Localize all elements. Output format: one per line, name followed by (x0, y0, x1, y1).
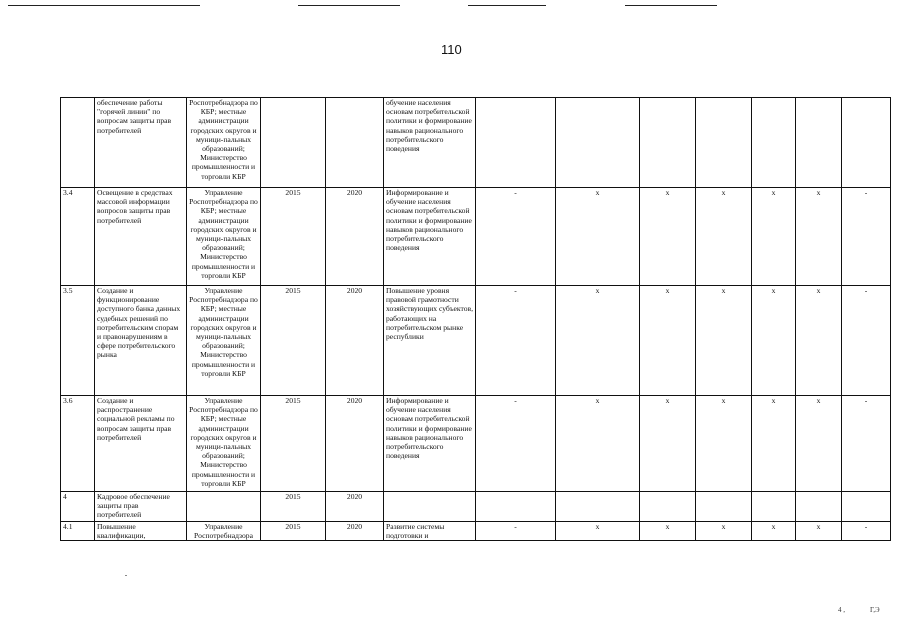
funding-cell: x (752, 188, 796, 286)
start-year: 2015 (261, 396, 326, 492)
executor: Роспотребнадзора по КБР; местные администрации городских округов и муници-пальных образований; Министерство промышленности и торговли КБР (187, 98, 261, 188)
row-number: 3.4 (61, 188, 95, 286)
funding-cell (556, 98, 640, 188)
funding-cell (696, 492, 752, 522)
end-year: 2020 (326, 188, 384, 286)
funding-cell: x (796, 522, 842, 541)
start-year (261, 98, 326, 188)
funding-cell (842, 492, 891, 522)
funding-cell (842, 98, 891, 188)
start-year: 2015 (261, 286, 326, 396)
funding-cell: - (842, 396, 891, 492)
funding-cell: x (796, 188, 842, 286)
funding-cell: x (556, 522, 640, 541)
funding-cell: x (556, 396, 640, 492)
table-row (61, 396, 891, 492)
expected-result: Развитие системы подготовки и (384, 522, 476, 541)
funding-cell: - (842, 286, 891, 396)
start-year: 2015 (261, 492, 326, 522)
funding-cell: x (556, 286, 640, 396)
top-edge-line (8, 5, 200, 6)
funding-cell: - (842, 188, 891, 286)
expected-result: Информирование и обучение населения основам потребительской политики и формирование навыков рационального потребительского поведения (384, 188, 476, 286)
start-year: 2015 (261, 522, 326, 541)
executor: Управление Роспотребнадзора по КБР; местные администрации городских округов и муници-пальных образований; Министерство промышленности и торговли КБР (187, 396, 261, 492)
funding-cell: x (640, 396, 696, 492)
row-number: 4.1 (61, 522, 95, 541)
funding-cell: x (696, 286, 752, 396)
top-edge-line (298, 5, 400, 6)
measure-name: Создание и распространение социальной рекламы по вопросам защиты прав потребителей (95, 396, 187, 492)
funding-cell (476, 492, 556, 522)
funding-cell: x (640, 286, 696, 396)
measure-name: Кадровое обеспечение защиты прав потребителей (95, 492, 187, 522)
top-edge-line (625, 5, 717, 6)
funding-cell (796, 492, 842, 522)
end-year (326, 98, 384, 188)
executor: Управление Роспотребнадзора по КБР; местные администрации городских округов и муници-пальных образований; Министерство промышленности и торговли КБР (187, 188, 261, 286)
funding-cell: x (696, 188, 752, 286)
table-row (61, 492, 891, 522)
measure-name: Создание и функционирование доступного банка данных судебных решений по потребительским спорам и правонарушениям в сфере потребительского рынка (95, 286, 187, 396)
executor: Управление Роспотребнадзора (187, 522, 261, 541)
funding-cell: x (796, 396, 842, 492)
expected-result: обучение населения основам потребительской политики и формирование навыков рационального потребительского поведения (384, 98, 476, 188)
scan-speck (125, 575, 127, 576)
funding-cell: x (556, 188, 640, 286)
expected-result (384, 492, 476, 522)
row-number: 3.5 (61, 286, 95, 396)
expected-result: Информирование и обучение населения основам потребительской политики и формирование навыков рационального потребительского поведения (384, 396, 476, 492)
funding-cell: x (796, 286, 842, 396)
end-year: 2020 (326, 396, 384, 492)
funding-cell (640, 492, 696, 522)
funding-cell (752, 98, 796, 188)
funding-cell (640, 98, 696, 188)
funding-cell: x (640, 188, 696, 286)
funding-cell (752, 492, 796, 522)
row-number (61, 98, 95, 188)
funding-cell: x (752, 522, 796, 541)
table-row (61, 188, 891, 286)
funding-cell: - (476, 522, 556, 541)
funding-cell (556, 492, 640, 522)
funding-cell: - (476, 286, 556, 396)
table-row (61, 98, 891, 188)
row-number: 4 (61, 492, 95, 522)
top-edge-line (468, 5, 546, 6)
funding-cell (796, 98, 842, 188)
measure-name: обеспечение работы "горячей линии" по вопросам защиты прав потребителей (95, 98, 187, 188)
page-number: 110 (441, 42, 462, 57)
measure-name: Повышение квалификации, (95, 522, 187, 541)
funding-cell: x (696, 396, 752, 492)
funding-cell (476, 98, 556, 188)
footer-mark: 4 , (838, 606, 845, 614)
footer-mark: Г,Э (870, 606, 880, 614)
funding-cell: - (476, 396, 556, 492)
funding-cell: - (842, 522, 891, 541)
funding-cell: x (696, 522, 752, 541)
start-year: 2015 (261, 188, 326, 286)
table-row (61, 522, 891, 541)
row-number: 3.6 (61, 396, 95, 492)
executor: Управление Роспотребнадзора по КБР; местные администрации городских округов и муници-пальных образований; Министерство промышленности и торговли КБР (187, 286, 261, 396)
funding-cell: x (640, 522, 696, 541)
funding-cell: x (752, 396, 796, 492)
funding-cell: - (476, 188, 556, 286)
plan-table (60, 97, 891, 541)
funding-cell: x (752, 286, 796, 396)
end-year: 2020 (326, 522, 384, 541)
expected-result: Повышение уровня правовой грамотности хозяйствующих субъектов, работающих на потребительском рынке республики (384, 286, 476, 396)
measure-name: Освещение в средствах массовой информации вопросов защиты прав потребителей (95, 188, 187, 286)
end-year: 2020 (326, 492, 384, 522)
table-row (61, 286, 891, 396)
funding-cell (696, 98, 752, 188)
executor (187, 492, 261, 522)
end-year: 2020 (326, 286, 384, 396)
